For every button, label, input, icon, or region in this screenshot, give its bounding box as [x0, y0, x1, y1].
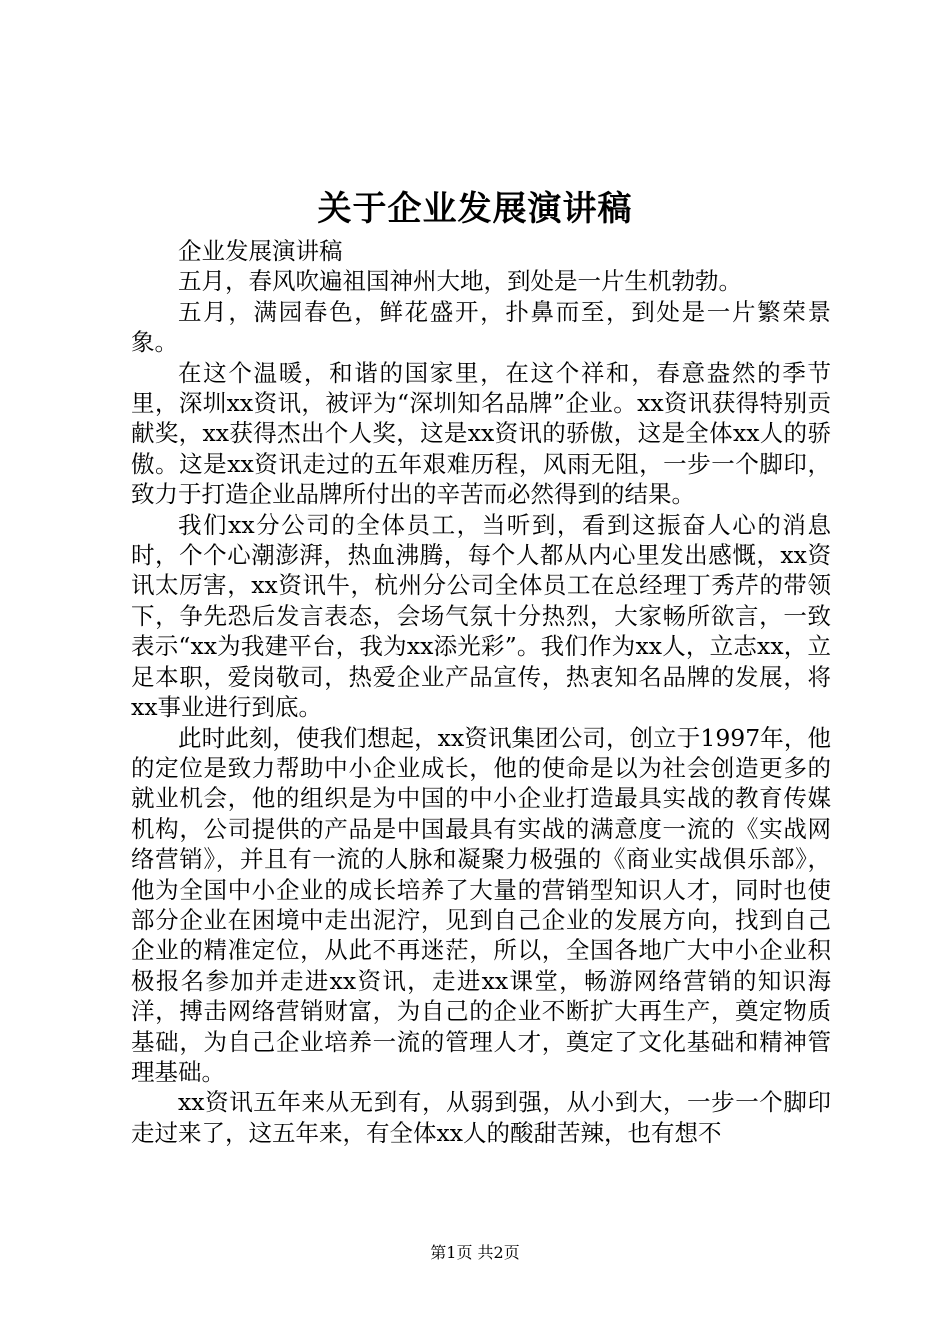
- document-body: [131, 236, 831, 1148]
- paragraph: 我们xx分公司的全体员工，当听到，看到这振奋人心的消息时，个个心潮澎湃，热血沸腾，每个人都从内心里发出感慨，xx资讯太厉害，xx资讯牛，杭州分公司全体员工在总经理丁秀芹的带领下，争先恐后发言表态，会场气氛十分热烈，大家畅所欲言，一致表示“xx为我建平台，我为xx添光彩”。我们作为xx人，立志xx，立足本职，爱岗敬司，热爱企业产品宣传，热衷知名品牌的发展，将xx事业进行到底。: [131, 510, 831, 722]
- page-footer: 第1页 共2页: [430, 1243, 520, 1262]
- paragraph: xx资讯五年来从无到有，从弱到强，从小到大，一步一个脚印走过来了，这五年来，有全体xx人的酸甜苦辣，也有想不: [131, 1088, 831, 1147]
- document-title: 关于企业发展演讲稿: [317, 189, 633, 229]
- paragraph: 在这个温暖，和谐的国家里，在这个祥和，春意盎然的季节里，深圳xx资讯，被评为“深圳知名品牌”企业。xx资讯获得特别贡献奖，xx获得杰出个人奖，这是xx资讯的骄傲，这是全体xx人的骄傲。这是xx资讯走过的五年艰难历程，风雨无阻，一步一个脚印，致力于打造企业品牌所付出的辛苦而必然得到的结果。: [131, 358, 831, 509]
- paragraph: 此时此刻，使我们想起，xx资讯集团公司，创立于1997年，他的定位是致力帮助中小企业成长，他的使命是以为社会创造更多的就业机会，他的组织是为中国的中小企业打造最具实战的教育传媒机构，公司提供的产品是中国最具有实战的满意度一流的《实战网络营销》，并且有一流的人脉和凝聚力极强的《商业实战俱乐部》，他为全国中小企业的成长培养了大量的营销型知识人才，同时也使部分企业在困境中走出泥泞，见到自己企业的发展方向，找到自己企业的精准定位，从此不再迷茫，所以，全国各地广大中小企业积极报名参加并走进xx资讯，走进xx课堂，畅游网络营销的知识海洋，搏击网络营销财富，为自己的企业不断扩大再生产，奠定物质基础，为自己企业培养一流的管理人才，奠定了文化基础和精神管理基础。: [131, 723, 831, 1086]
- paragraph-subtitle: 企业发展演讲稿: [178, 237, 343, 265]
- paragraph: 五月，满园春色，鲜花盛开，扑鼻而至，到处是一片繁荣景象。: [131, 297, 831, 357]
- paragraph: 五月，春风吹遍祖国神州大地，到处是一片生机勃勃。: [178, 267, 742, 296]
